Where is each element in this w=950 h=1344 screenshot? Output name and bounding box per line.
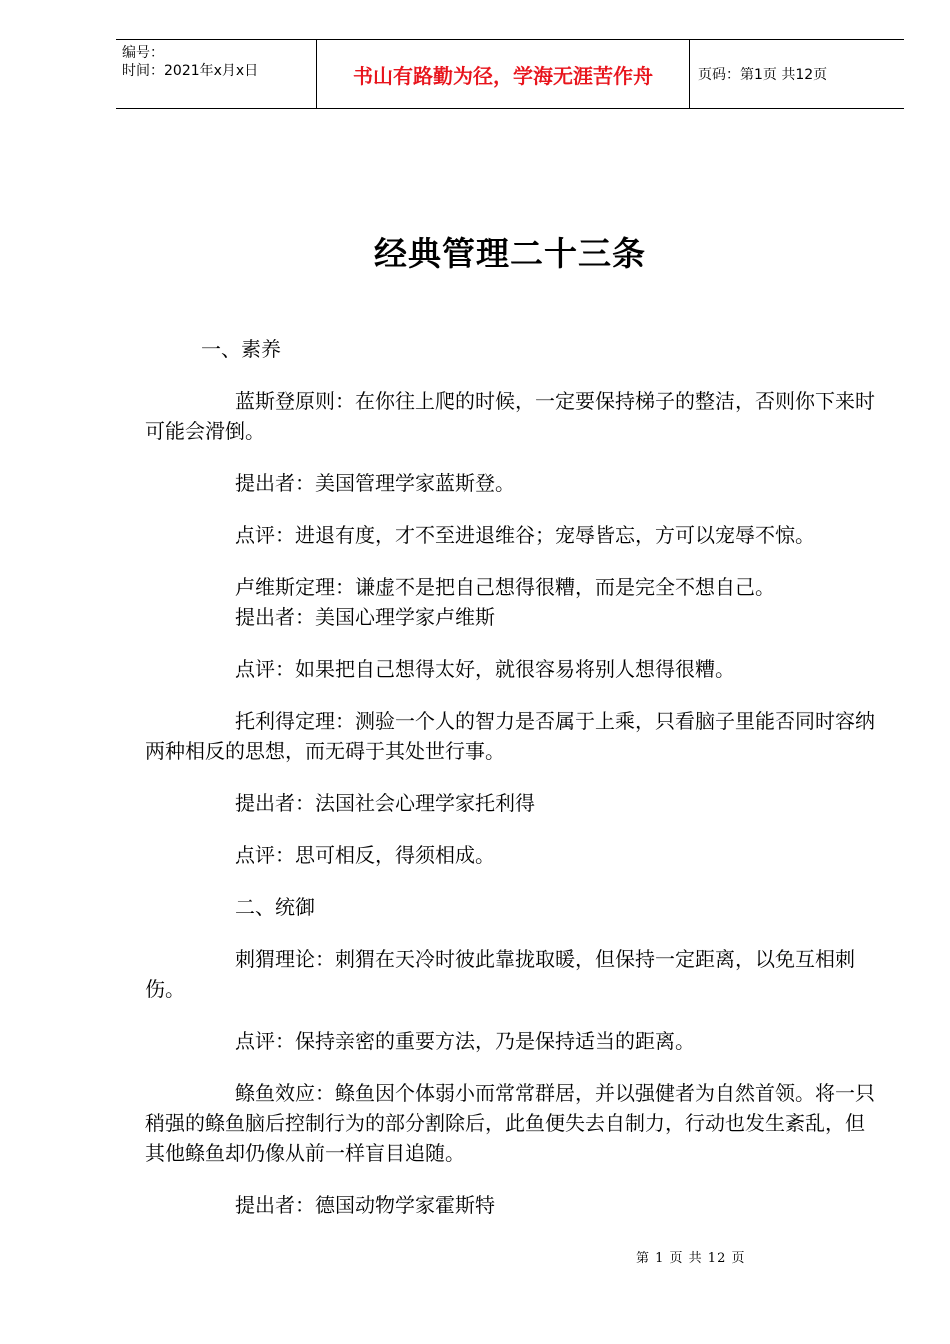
paragraph: 托利得定理：测验一个人的智力是否属于上乘，只看脑子里能否同时容纳两种相反的思想，而无碍于其处世行事。 <box>145 709 875 763</box>
header-page-info: 页码：第1页 共12页 <box>698 67 828 83</box>
header-meta <box>116 40 316 108</box>
paragraph: 点评：进退有度，才不至进退维谷；宠辱皆忘，方可以宠辱不惊。 <box>235 523 815 547</box>
paragraph: 点评：保持亲密的重要方法，乃是保持适当的距离。 <box>235 1029 695 1053</box>
paragraph: 刺猬理论：刺猬在天冷时彼此靠拢取暖，但保持一定距离，以免互相刺伤。 <box>145 947 855 1001</box>
paragraph: 蓝斯登原则：在你往上爬的时候，一定要保持梯子的整洁，否则你下来时可能会滑倒。 <box>145 389 875 443</box>
document-body <box>145 334 877 1242</box>
page-footer: 第 1 页 共 12 页 <box>636 1251 746 1266</box>
paragraph: 提出者：美国管理学家蓝斯登。 <box>235 471 515 495</box>
paragraph: 鲦鱼效应：鲦鱼因个体弱小而常常群居，并以强健者为自然首领。将一只稍强的鲦鱼脑后控制行为的部分割除后，此鱼便失去自制力，行动也发生紊乱，但其他鲦鱼却仍像从前一样盲目追随。 <box>145 1081 875 1165</box>
section-heading: 二、统御 <box>235 895 315 919</box>
paragraph: 点评：如果把自己想得太好，就很容易将别人想得很糟。 <box>235 657 735 681</box>
serial-number-label: 编号： <box>122 45 164 61</box>
paragraph: 提出者：德国动物学家霍斯特 <box>235 1193 495 1217</box>
paragraph: 提出者：法国社会心理学家托利得 <box>235 791 535 815</box>
paragraph: 点评：思可相反，得须相成。 <box>235 843 495 867</box>
header-motto: 书山有路勤为径，学海无涯苦作舟 <box>316 40 690 108</box>
page-header <box>116 39 904 109</box>
section-heading: 一、素养 <box>201 337 281 361</box>
time-label: 时间：2021年x月x日 <box>122 63 259 79</box>
paragraph: 卢维斯定理：谦虚不是把自己想得很糟，而是完全不想自己。 <box>235 575 775 599</box>
paragraph: 提出者：美国心理学家卢维斯 <box>235 605 495 629</box>
document-title: 经典管理二十三条 <box>374 234 646 273</box>
